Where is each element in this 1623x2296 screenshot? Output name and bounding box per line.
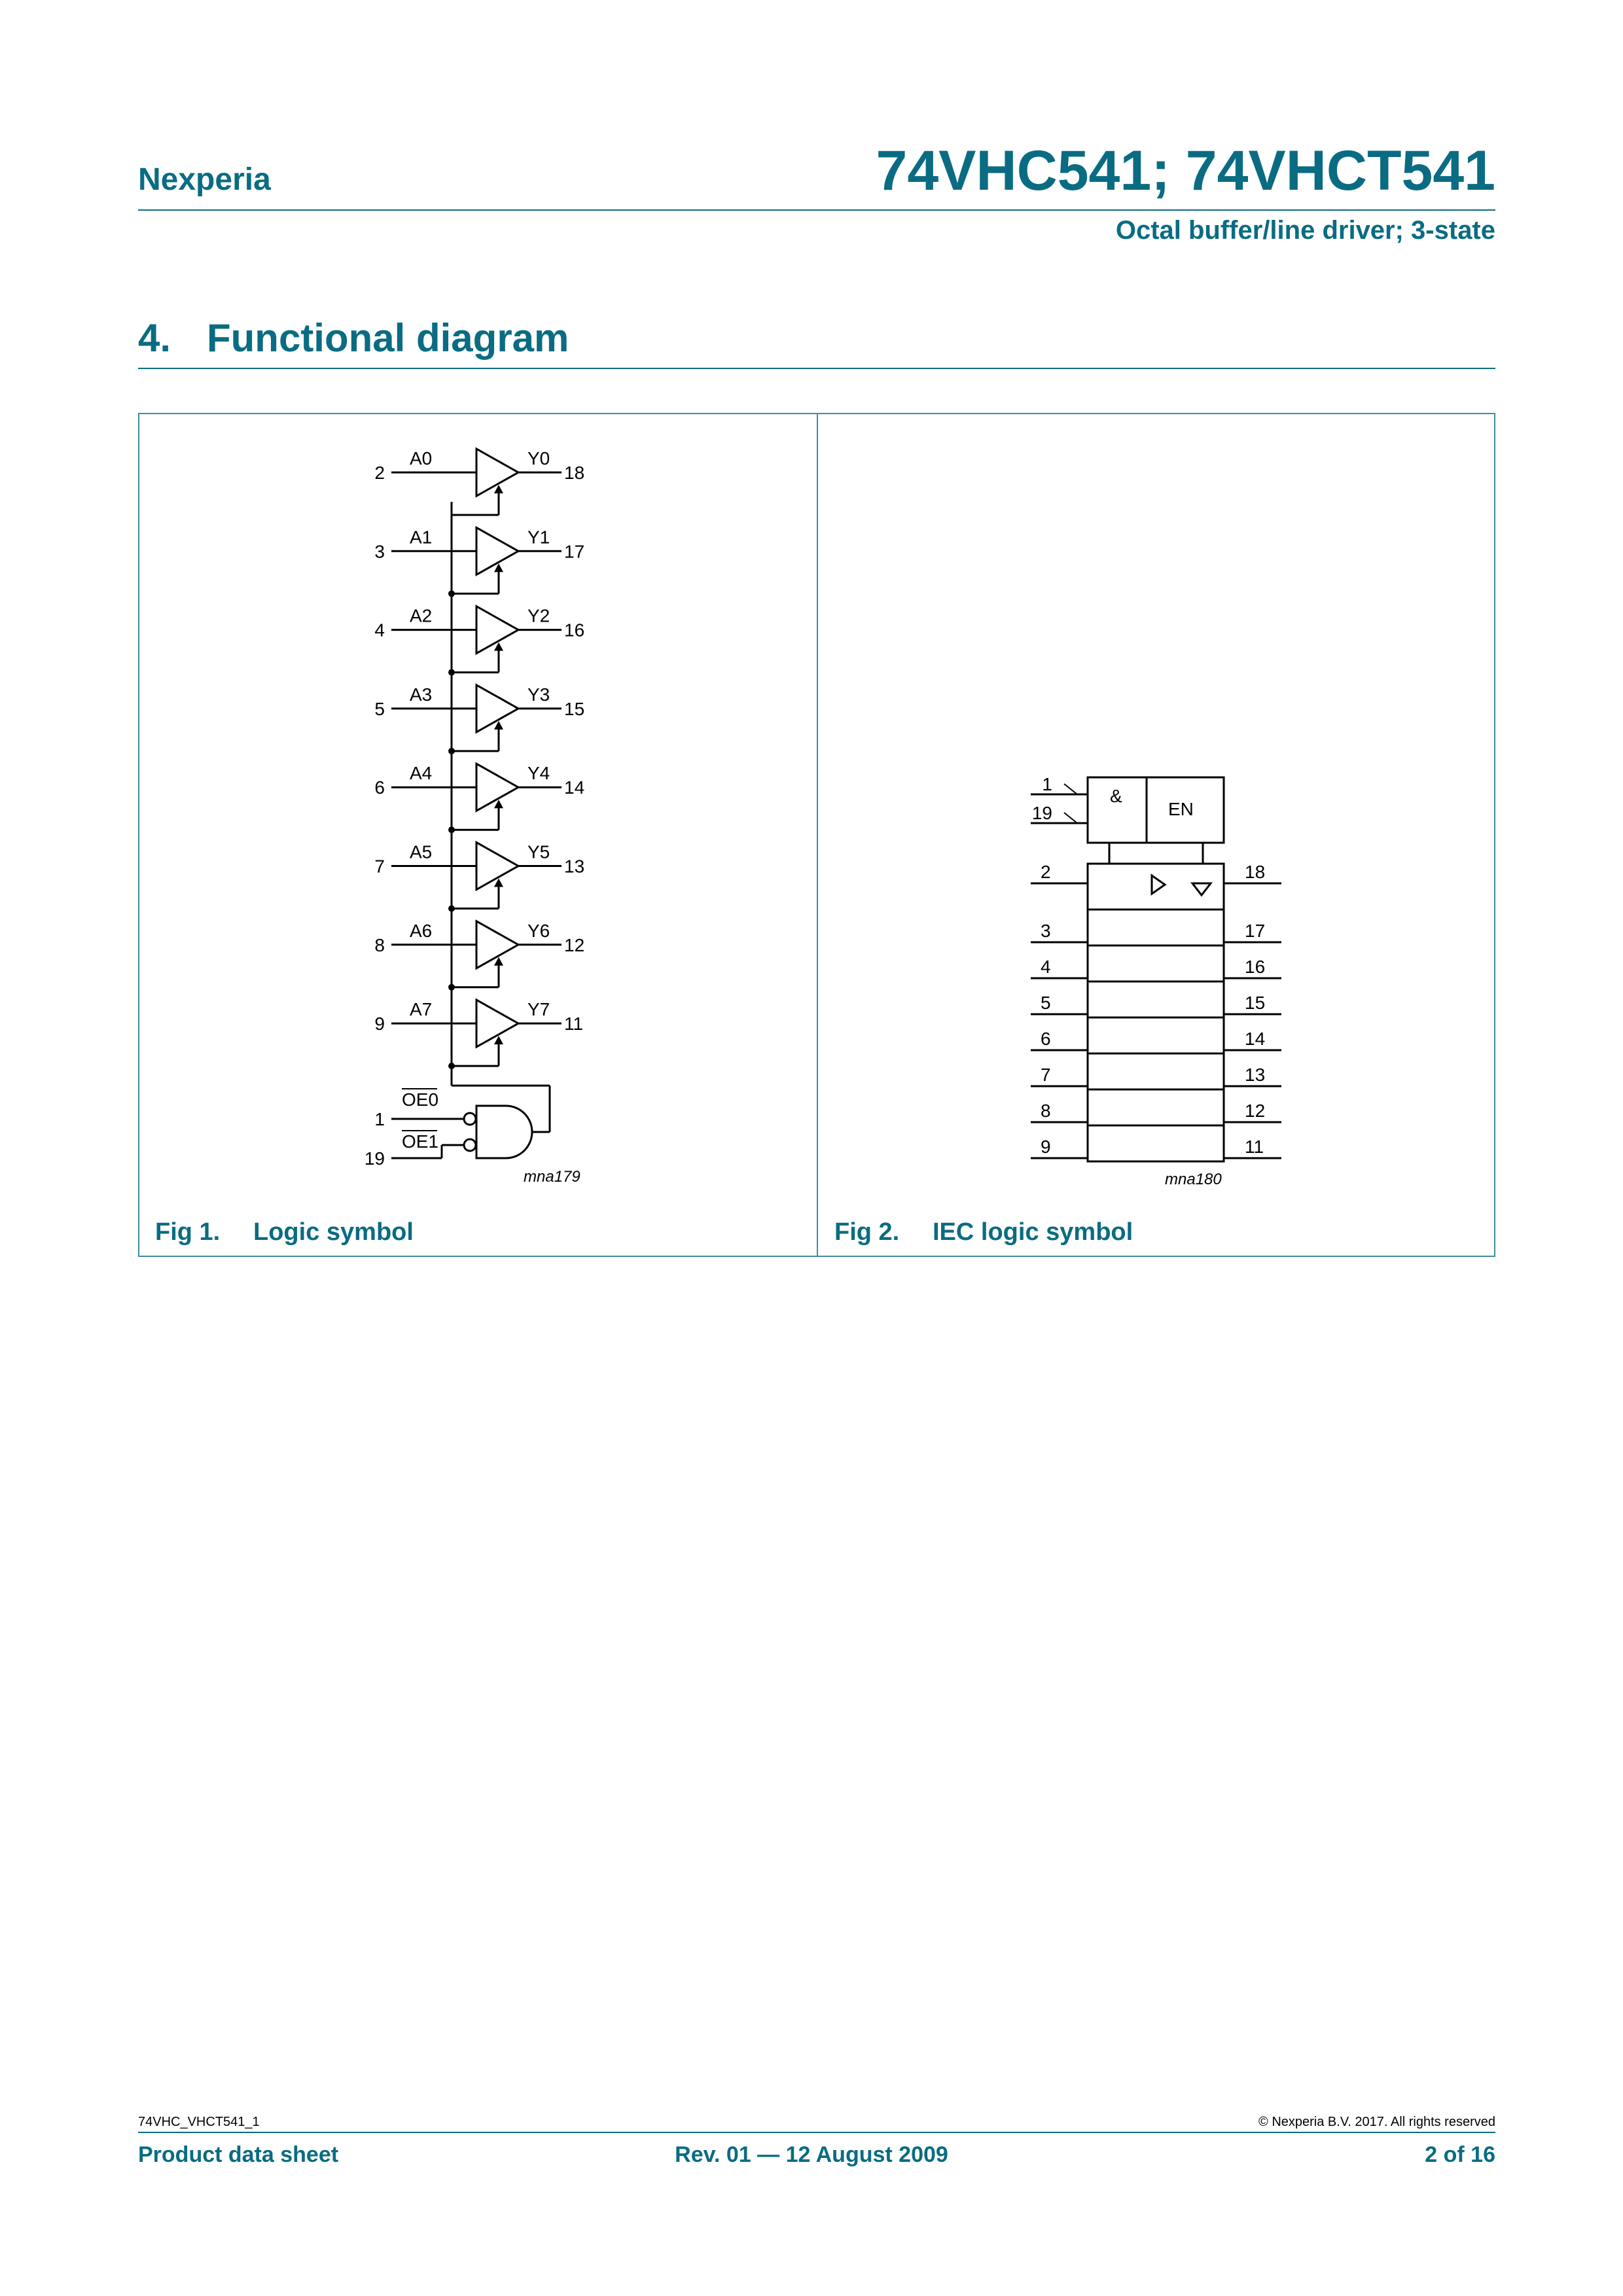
input-label-1: A1 (410, 527, 433, 548)
brand-name: Nexperia (138, 162, 271, 197)
buffer-block (1088, 864, 1224, 1161)
output-pin-3: 15 (564, 698, 585, 719)
input-label-0: A0 (410, 448, 433, 468)
fig2-caption (834, 1218, 1133, 1246)
control-flag-0 (1064, 784, 1077, 794)
output-pin-6: 12 (564, 934, 585, 955)
input-label-6: A6 (410, 920, 433, 941)
output-label-3: Y3 (527, 684, 550, 705)
footer-page-number: 2 of 16 (1425, 2142, 1495, 2167)
footer-doc-code: 74VHC_VHCT541_1 (138, 2115, 260, 2129)
output-label-2: Y2 (527, 605, 550, 626)
output-label-6: Y6 (527, 920, 550, 941)
input-label-2: A2 (410, 605, 433, 626)
output-label-0: Y0 (527, 448, 550, 468)
footer-doc-type: Product data sheet (138, 2142, 339, 2167)
en-label: EN (1168, 799, 1194, 819)
iec-output-pin-1: 17 (1245, 921, 1266, 941)
fig1-caption (155, 1218, 414, 1246)
and-symbol: & (1110, 786, 1122, 806)
iec-output-pin-0: 18 (1245, 862, 1266, 882)
iec-input-pin-6: 8 (1041, 1101, 1051, 1121)
iec-input-pin-5: 7 (1041, 1065, 1051, 1085)
input-pin-1: 3 (374, 541, 385, 562)
iec-output-pin-5: 13 (1245, 1065, 1266, 1085)
output-label-7: Y7 (527, 999, 550, 1020)
input-label-3: A3 (410, 684, 433, 705)
iec-output-pin-4: 14 (1245, 1029, 1266, 1049)
footer-rule (138, 2132, 1495, 2133)
output-label-4: Y4 (527, 763, 550, 784)
input-pin-0: 2 (374, 463, 385, 483)
footer-copyright: © Nexperia B.V. 2017. All rights reserved (1258, 2115, 1495, 2129)
control-flag-1 (1064, 813, 1077, 823)
input-pin-5: 7 (374, 856, 385, 877)
section-title: Functional diagram (207, 316, 569, 360)
control-pin-0: 1 (1042, 774, 1052, 794)
input-pin-3: 5 (374, 698, 385, 719)
document-title: 74VHC541; 74VHCT541 (876, 139, 1495, 202)
input-pin-4: 6 (374, 777, 385, 798)
output-pin-4: 14 (564, 777, 585, 798)
three-state-symbol (1192, 883, 1211, 895)
iec-output-pin-3: 15 (1245, 993, 1266, 1013)
input-pin-6: 8 (374, 934, 385, 955)
document-subtitle: Octal buffer/line driver; 3-state (1115, 216, 1495, 245)
iec-input-pin-4: 6 (1041, 1029, 1051, 1049)
iec-input-pin-2: 4 (1041, 957, 1051, 977)
iec-input-pin-1: 3 (1041, 921, 1051, 941)
iec-output-pin-6: 12 (1245, 1101, 1266, 1121)
fig1-caption-number: Fig 1. (155, 1218, 221, 1246)
input-pin-7: 9 (374, 1014, 385, 1034)
input-pin-2: 4 (374, 620, 385, 641)
buffer-symbol (1152, 875, 1165, 894)
input-label-4: A4 (410, 763, 433, 784)
output-pin-1: 17 (564, 541, 585, 562)
enable-label-0: OE0 (402, 1089, 439, 1110)
enable-label-1: OE1 (402, 1131, 439, 1152)
fig2-caption-number: Fig 2. (834, 1218, 900, 1246)
iec-input-pin-7: 9 (1041, 1137, 1051, 1157)
fig2-code: mna180 (1165, 1171, 1222, 1188)
fig1-code: mna179 (524, 1168, 580, 1186)
output-pin-2: 16 (564, 620, 585, 641)
output-label-1: Y1 (527, 527, 550, 548)
enable-pin-1: 19 (364, 1148, 385, 1169)
output-pin-7: 11 (564, 1014, 584, 1034)
output-label-5: Y5 (527, 841, 550, 862)
input-label-5: A5 (410, 841, 433, 862)
footer-revision: Rev. 01 — 12 August 2009 (675, 2142, 948, 2167)
iec-output-pin-2: 16 (1245, 957, 1266, 977)
section-number: 4. (138, 316, 171, 360)
output-pin-5: 13 (564, 856, 585, 877)
enable-pin-0: 1 (374, 1109, 385, 1129)
input-label-7: A7 (410, 999, 433, 1020)
iec-output-pin-7: 11 (1245, 1137, 1264, 1157)
iec-input-pin-3: 5 (1041, 993, 1051, 1013)
fig2-caption-text: IEC logic symbol (933, 1218, 1133, 1246)
control-pin-1: 19 (1031, 803, 1052, 823)
iec-input-pin-0: 2 (1041, 862, 1051, 882)
fig1-caption-text: Logic symbol (253, 1218, 414, 1246)
output-pin-0: 18 (564, 463, 585, 483)
